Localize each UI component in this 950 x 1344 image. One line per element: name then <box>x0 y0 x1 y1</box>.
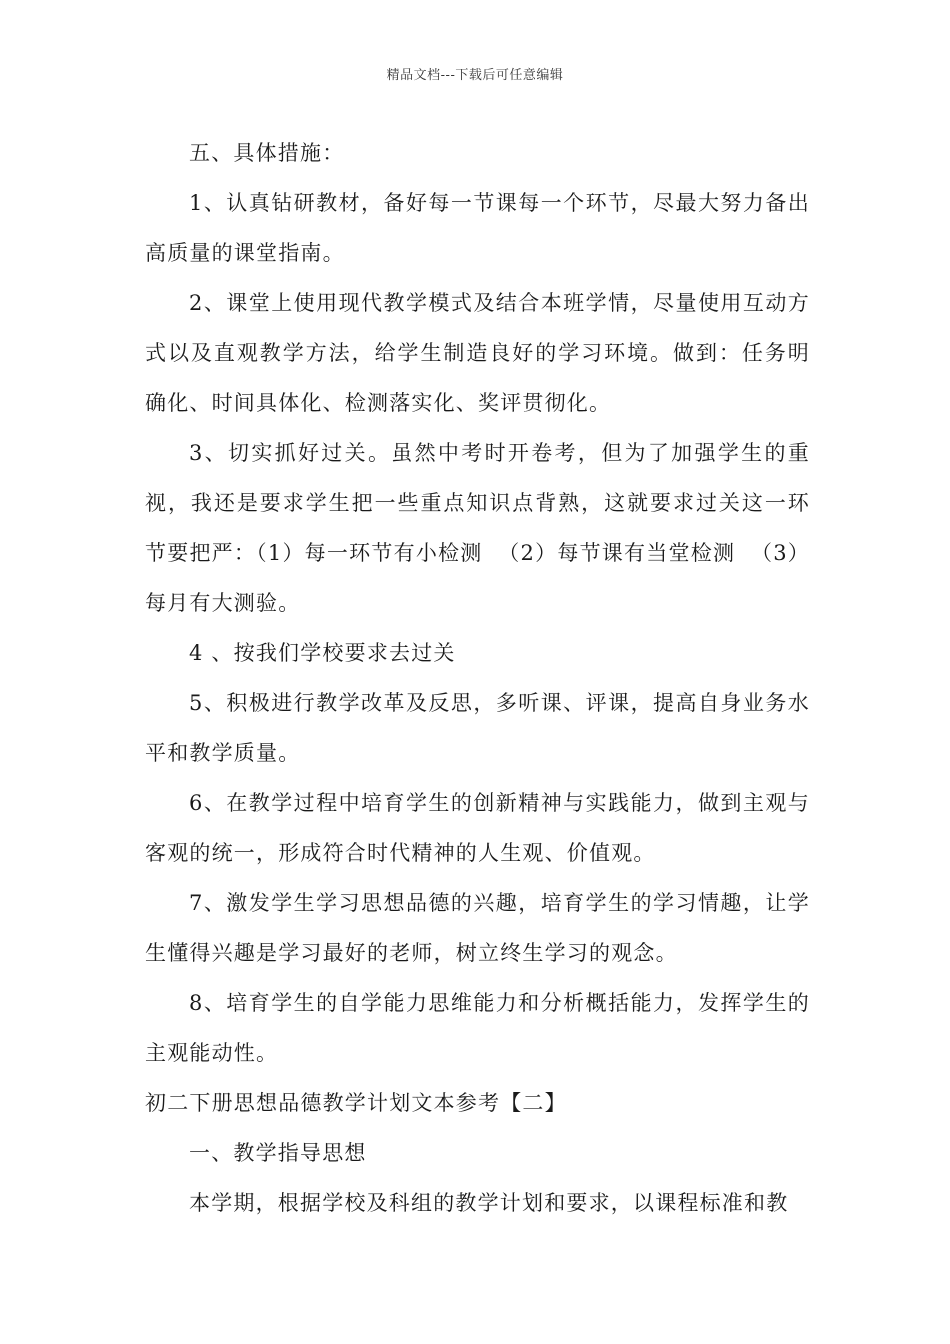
paragraph-item-2: 2、课堂上使用现代教学模式及结合本班学情，尽量使用互动方式以及直观教学方法，给学生制造良好的学习环境。做到：任务明确化、时间具体化、检测落实化、奖评贯彻化。 <box>145 291 810 415</box>
section-heading-measures: 五、具体措施： <box>189 141 345 165</box>
paragraph-item-8: 8、培育学生的自学能力思维能力和分析概括能力，发挥学生的主观能动性。 <box>145 991 810 1065</box>
document-body <box>145 128 810 1228</box>
paragraph-item-1: 1、认真钻研教材，备好每一节课每一个环节，尽最大努力备出高质量的课堂指南。 <box>145 191 810 265</box>
part-two-title: 初二下册思想品德教学计划文本参考【二】 <box>145 1091 567 1115</box>
paragraph-item-3: 3、切实抓好过关。虽然中考时开卷考，但为了加强学生的重视，我还是要求学生把一些重点知识点背熟，这就要求过关这一环节要把严：（1）每一环节有小检测 （2）每节课有当堂检测 （3）每月有大测验。 <box>145 441 810 615</box>
page-header: 精品文档---下载后可任意编辑 <box>386 68 564 83</box>
paragraph-item-4: 4 、按我们学校要求去过关 <box>189 641 456 665</box>
paragraph-item-7: 7、激发学生学习思想品德的兴趣，培育学生的学习情趣，让学生懂得兴趣是学习最好的老师，树立终生学习的观念。 <box>145 891 810 965</box>
paragraph-intro: 本学期，根据学校及科组的教学计划和要求，以课程标准和教 <box>189 1191 789 1215</box>
section-heading-guiding-thought: 一、教学指导思想 <box>189 1141 367 1165</box>
paragraph-item-5: 5、积极进行教学改革及反思，多听课、评课，提高自身业务水平和教学质量。 <box>145 691 810 765</box>
paragraph-item-6: 6、在教学过程中培育学生的创新精神与实践能力，做到主观与客观的统一，形成符合时代精神的人生观、价值观。 <box>145 791 810 865</box>
